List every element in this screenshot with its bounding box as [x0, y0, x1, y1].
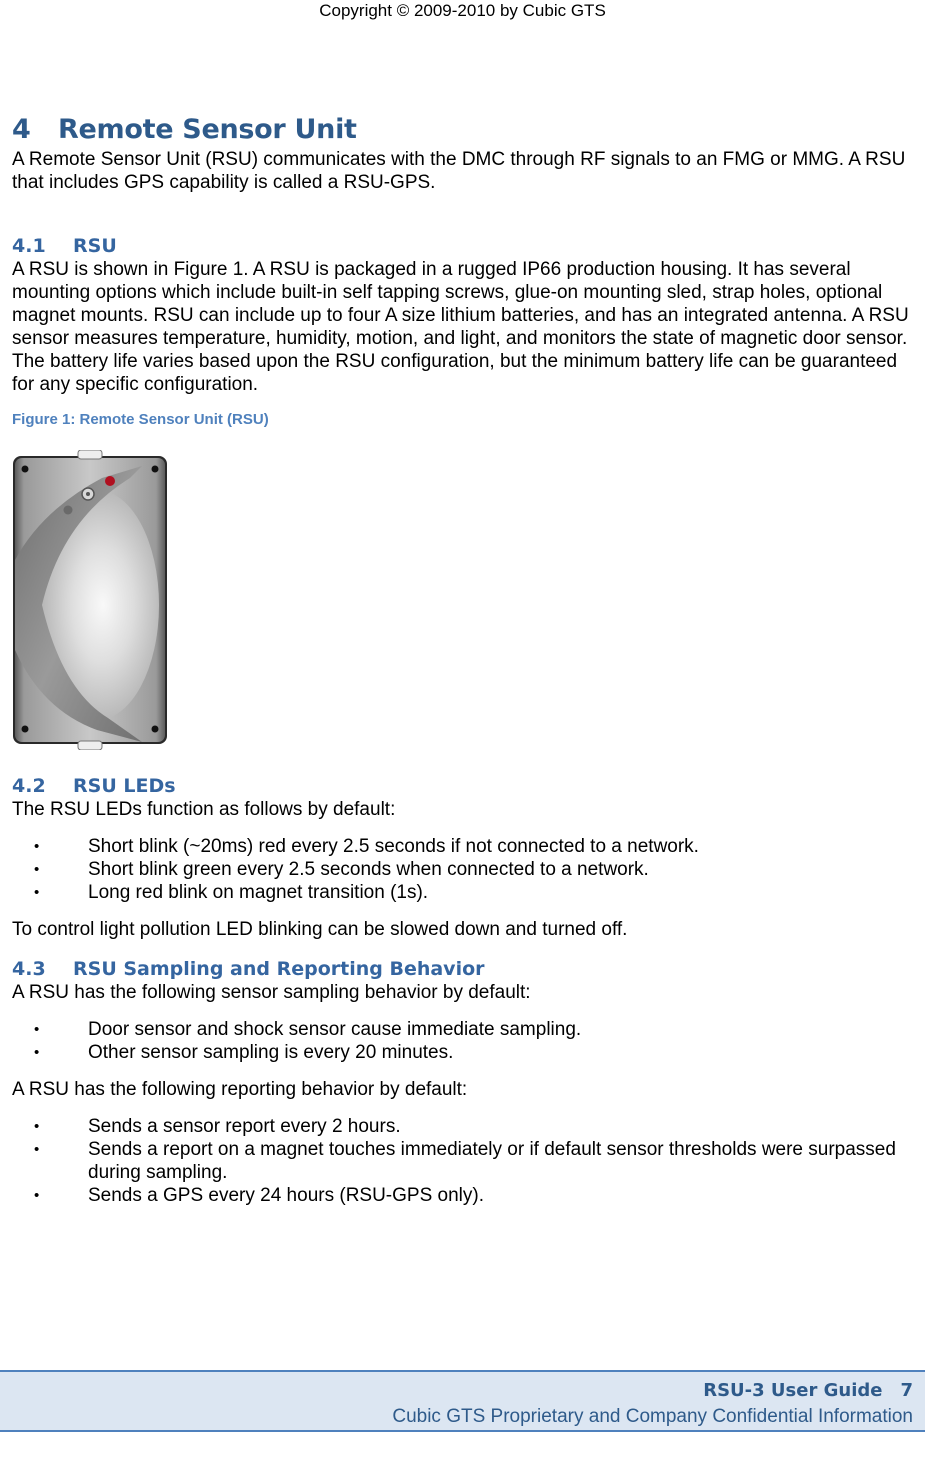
section-4-intro: A Remote Sensor Unit (RSU) communicates with the DMC through RF signals to an FMG or MMG. A RSU that includes GPS capability is called a RSU-GPS. — [12, 149, 906, 193]
list-item: • Door sensor and shock sensor cause immediate sampling. — [34, 1019, 582, 1040]
section-4-2-intro: The RSU LEDs function as follows by default: — [12, 799, 396, 820]
document-body — [12, 112, 912, 1207]
list-item: • Short blink green every 2.5 seconds when connected to a network. — [34, 859, 649, 880]
reporting-intro: A RSU has the following reporting behavior by default: — [12, 1079, 468, 1100]
list-item: • Short blink (~20ms) red every 2.5 seconds if not connected to a network. — [34, 836, 699, 857]
section-4-3-number: 4.3 — [12, 958, 46, 980]
page-number: 7 — [900, 1380, 913, 1401]
bullet-icon: • — [34, 1187, 40, 1204]
list-item: • Other sensor sampling is every 20 minutes. — [34, 1042, 454, 1063]
footer-confidentiality: Cubic GTS Proprietary and Company Confidential Information — [392, 1406, 913, 1427]
bullet-icon: • — [34, 838, 40, 855]
sampling-intro: A RSU has the following sensor sampling behavior by default: — [12, 982, 531, 1003]
section-4-2-number: 4.2 — [12, 775, 46, 797]
footer-guide-title — [703, 1380, 913, 1401]
copyright-header: Copyright © 2009-2010 by Cubic GTS — [319, 1, 606, 20]
bullet-icon: • — [34, 1021, 40, 1038]
footer-guide-name: RSU-3 User Guide — [703, 1380, 883, 1401]
figure-1-caption: Figure 1: Remote Sensor Unit (RSU) — [12, 411, 269, 428]
section-4-3-title: RSU Sampling and Reporting Behavior — [73, 958, 485, 980]
section-4-1-body: A RSU is shown in Figure 1. A RSU is packaged in a rugged IP66 production housing. It has several mounting options which include built-in self tapping screws, glue-on mounting sled, strap holes, optional magnet mounts. RSU can include up to four A size lithium batteries, and has an integrated antenna. A RSU sensor measures temperature, humidity, motion, and light, and monitors the state of magnetic door sensor. The battery life varies based upon the RSU configuration, but the minimum battery life can be guaranteed for any specific configuration. — [12, 259, 909, 395]
bullet-icon: • — [34, 1044, 40, 1061]
section-4-3-heading — [12, 957, 912, 981]
section-4-title: Remote Sensor Unit — [58, 114, 357, 145]
section-4-heading — [12, 112, 912, 148]
led-bullet-list — [12, 835, 912, 904]
page-footer — [0, 1370, 925, 1432]
bullet-icon: • — [34, 1118, 40, 1135]
rsu-device-figure — [12, 450, 172, 750]
list-item: • Sends a sensor report every 2 hours. — [34, 1116, 401, 1137]
section-4-2-outro: To control light pollution LED blinking can be slowed down and turned off. — [12, 919, 628, 940]
reporting-bullet-list — [12, 1115, 912, 1207]
list-item: • Sends a GPS every 24 hours (RSU-GPS only). — [34, 1185, 484, 1206]
section-4-2-heading — [12, 774, 912, 798]
section-4-1-heading — [12, 234, 912, 258]
bullet-icon: • — [34, 884, 40, 901]
section-4-1-title: RSU — [73, 235, 117, 257]
bullet-icon: • — [34, 1141, 40, 1158]
list-item: • Long red blink on magnet transition (1s). — [34, 882, 429, 903]
sampling-bullet-list — [12, 1018, 912, 1064]
section-4-2-title: RSU LEDs — [73, 775, 176, 797]
rsu-device-image — [12, 450, 168, 750]
section-4-1-number: 4.1 — [12, 235, 46, 257]
list-item: • Sends a report on a magnet touches immediately or if default sensor thresholds were surpassed during sampling. — [34, 1139, 896, 1183]
bullet-icon: • — [34, 861, 40, 878]
section-4-number: 4 — [12, 114, 31, 145]
